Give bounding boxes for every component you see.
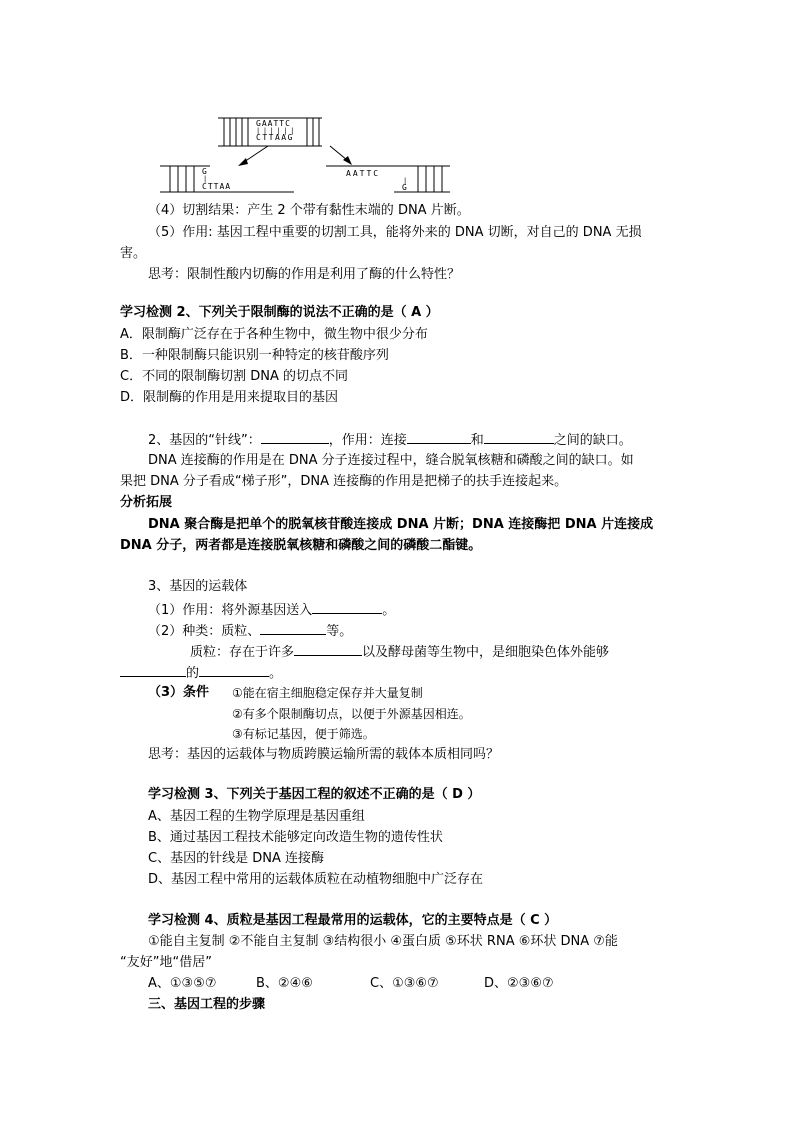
condition-3: ③有标记基因，便于筛选。: [232, 727, 375, 741]
needle-prefix: 2、基因的“针线”：: [148, 433, 261, 448]
vector-function-text: （1）作用：将外源基因送入: [148, 603, 313, 618]
quiz-4-stem: [148, 912, 557, 930]
condition-2: ②有多个限制酶切点，以便于外源基因相连。: [232, 707, 471, 721]
left-fragment-top-base: G: [202, 167, 207, 176]
svg-text:|: |: [203, 175, 208, 183]
recognition-seq-pair-marks: ||||||: [256, 127, 297, 135]
vector-types-end: 等。: [326, 624, 353, 639]
restriction-cut-diagram: [150, 112, 460, 197]
vector-types: [148, 621, 352, 641]
needle-and: 和: [470, 433, 484, 448]
blank-vector-target: [312, 600, 382, 614]
extension-text-line2: DNA 分子，两者都是连接脱氧核糖和磷酸之间的磷酸二酯键。: [120, 538, 482, 553]
blank-plasmid-2: [199, 663, 269, 677]
quiz-4-option-c: C、①③⑥⑦: [370, 976, 439, 991]
blank-plasmid-host: [294, 642, 362, 656]
blank-plasmid-1: [120, 663, 186, 677]
svg-text:|: |: [403, 177, 408, 185]
gene-needle-line: [148, 430, 632, 450]
plasmid-text-end: 。: [269, 666, 283, 681]
condition-1: ①能在宿主细胞稳定保存并大量复制: [232, 686, 423, 700]
quiz-4-option-d: D、②③⑥⑦: [484, 976, 554, 991]
needle-mid: ，作用：连接: [328, 433, 407, 448]
blank-needle: [261, 430, 329, 444]
think-question-1: 思考：限制性酸内切酶的作用是利用了酶的什么特性？: [148, 267, 461, 282]
quiz-3-option-b: B、通过基因工程技术能够定向改造生物的遗传性状: [148, 830, 443, 845]
left-fragment: [160, 166, 294, 192]
recognition-seq-top: GAATTC: [256, 119, 291, 128]
function-text-line2: 害。: [120, 246, 147, 261]
recognition-seq-bottom: CTTAAG: [256, 133, 294, 142]
left-fragment-overhang: CTTAA: [202, 182, 232, 191]
quiz-2-option-a: A．限制酶广泛存在于各种生物中，微生物中很少分布: [120, 327, 428, 342]
plasmid-text-c: 的: [186, 666, 200, 681]
right-fragment-overhang: AATTC: [346, 169, 381, 178]
section-3-title: 三、基因工程的步骤: [148, 997, 266, 1012]
plasmid-text-a: 质粒：存在于许多: [190, 645, 295, 660]
needle-suffix: 之间的缺口。: [553, 433, 632, 448]
plasmid-line1: [190, 642, 609, 662]
quiz-3-option-a: A、基因工程的生物学原理是基因重组: [148, 809, 365, 824]
quiz-2-option-b: B．一种限制酶只能识别一种特定的核苷酸序列: [120, 348, 389, 363]
quiz-3-stem-text: 学习检测 3、下列关于基因工程的叙述不正确的是（ D ）: [148, 787, 481, 802]
quiz-4-option-a: A、①③⑤⑦: [148, 976, 217, 991]
cut-result-text: （4）切割结果：产生 2 个带有黏性末端的 DNA 片断。: [148, 203, 470, 218]
blank-connect-1: [407, 430, 471, 444]
quiz-2-stem: [120, 304, 439, 322]
plasmid-line2: [120, 663, 282, 683]
vector-function: [148, 600, 395, 620]
blank-vector-type: [260, 621, 326, 635]
condition-label: （3）条件: [148, 685, 210, 700]
quiz-3-option-d: D、基因工程中常用的运载体质粒在动植物细胞中广泛存在: [148, 872, 484, 887]
extension-text-line1: DNA 聚合酶是把单个的脱氧核苷酸连接成 DNA 片断；DNA 连接酶把 DNA 片连接成: [148, 517, 654, 532]
vector-function-end: 。: [382, 603, 396, 618]
vector-types-text: （2）种类：质粒、: [148, 624, 261, 639]
quiz-4-features-line2: “友好”地“借居”: [120, 955, 212, 970]
quiz-4-features-line1: ①能自主复制 ②不能自主复制 ③结构很小 ④蛋白质 ⑤环状 RNA ⑥环状 DNA ⑦能: [148, 934, 618, 949]
right-fragment: [326, 166, 450, 192]
vector-title: 3、基因的运载体: [148, 579, 248, 594]
cut-arrows: [238, 146, 352, 166]
think-question-2: 思考：基因的运载体与物质跨膜运输所需的载体本质相同吗？: [148, 747, 500, 762]
quiz-2-option-c: C．不同的限制酶切割 DNA 的切点不同: [120, 369, 348, 384]
extension-title: 分析拓展: [120, 495, 173, 510]
ligase-text-line1: DNA 连接酶的作用是在 DNA 分子连接过程中，缝合脱氧核糖和磷酸之间的缺口。如: [148, 453, 634, 468]
blank-connect-2: [484, 430, 554, 444]
intact-dna-segment: [218, 118, 322, 146]
quiz-2-option-d: D．限制酶的作用是用来提取目的基因: [120, 390, 339, 405]
function-text-line1: （5）作用: 基因工程中重要的切割工具，能将外来的 DNA 切断，对自己的 DNA 无损: [148, 225, 642, 240]
quiz-2-stem-text: 学习检测 2、下列关于限制酶的说法不正确的是（ A ）: [120, 305, 439, 320]
quiz-4-stem-text: 学习检测 4、质粒是基因工程最常用的运载体，它的主要特点是（ C ）: [148, 913, 558, 928]
quiz-3-option-c: C、基因的针线是 DNA 连接酶: [148, 851, 324, 866]
plasmid-text-b: 以及酵母菌等生物中，是细胞染色体外能够: [362, 645, 610, 660]
ligase-text-line2: 果把 DNA 分子看成“梯子形”，DNA 连接酶的作用是把梯子的扶手连接起来。: [120, 474, 568, 489]
quiz-3-stem: [148, 786, 480, 804]
right-fragment-bottom-base: G: [402, 183, 407, 192]
quiz-4-option-b: B、②④⑥: [256, 976, 313, 991]
